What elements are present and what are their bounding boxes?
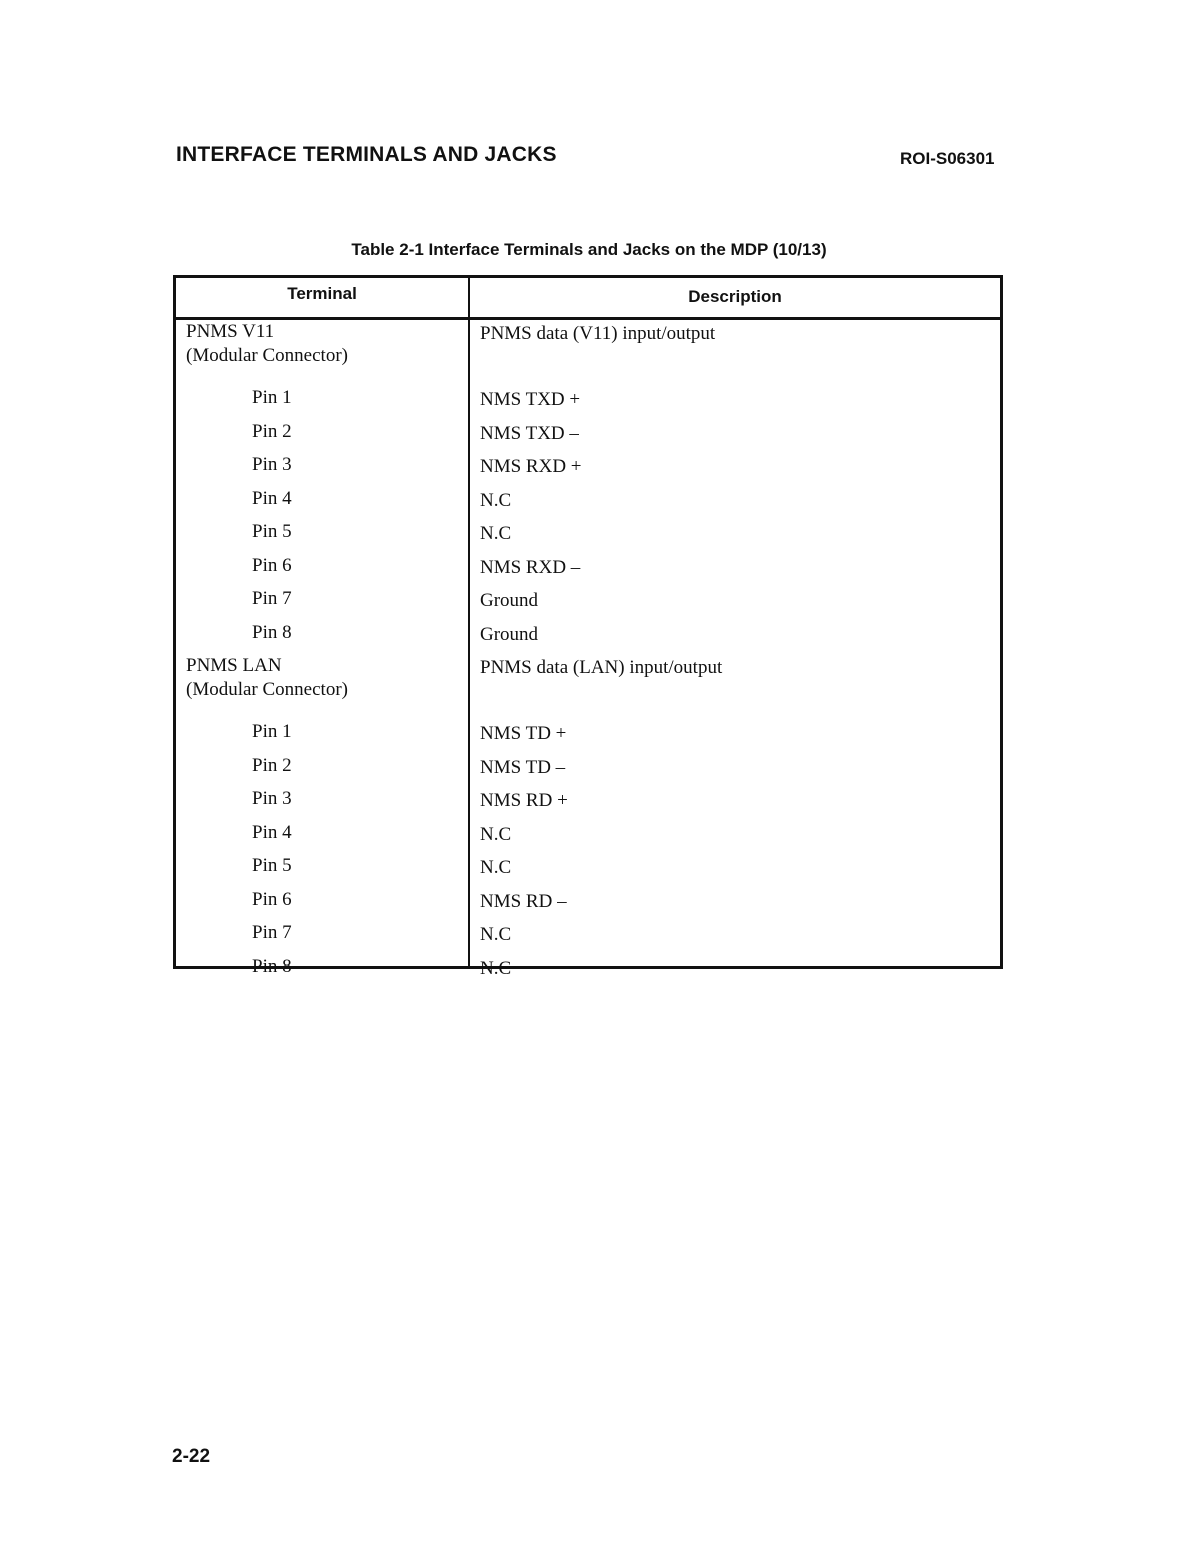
pin-cell: Pin 8 [252,621,292,643]
terminal-name: PNMS V11 [186,321,275,342]
table-row [176,587,1000,621]
section-title: INTERFACE TERMINALS AND JACKS [176,143,557,166]
pin-cell: Pin 1 [252,387,292,408]
table-caption: Table 2-1 Interface Terminals and Jacks on the MDP (10/13) [351,240,827,259]
signal-cell: N.C [480,489,512,511]
table-row [176,621,1000,655]
signal-cell: N.C [480,857,512,878]
table-row [176,955,1000,989]
table-row [176,821,1000,855]
table-row-group [176,654,1000,720]
table-row [176,420,1000,454]
table-header-row [176,278,1000,320]
table-row [176,787,1000,821]
table-row [176,487,1000,521]
terminal-type: (Modular Connector) [186,345,348,366]
terminal-type: (Modular Connector) [186,679,348,700]
pin-cell: Pin 6 [252,554,292,576]
document-id: ROI-S06301 [900,149,995,168]
terminal-cell [186,654,348,702]
page-number: 2-22 [172,1446,211,1467]
table-row [176,386,1000,420]
table-body [176,320,1000,988]
pin-cell: Pin 3 [252,788,292,809]
signal-cell: N.C [480,957,512,979]
terminal-name: PNMS LAN [186,655,282,676]
pin-cell: Pin 2 [252,754,292,776]
signal-cell: Ground [480,623,539,645]
pin-cell: Pin 5 [252,521,292,542]
signal-cell: N.C [480,924,512,945]
signal-cell: N.C [480,823,512,845]
description-cell: PNMS data (V11) input/output [480,323,716,344]
signal-cell: NMS TXD + [480,389,581,410]
pin-cell: Pin 4 [252,821,292,843]
pin-cell: Pin 5 [252,855,292,876]
pin-cell: Pin 7 [252,922,292,943]
signal-cell: N.C [480,523,512,544]
table-row [176,554,1000,588]
table-row [176,921,1000,955]
signal-cell: NMS RD – [480,890,567,912]
column-header-terminal: Terminal [287,284,357,303]
terminal-cell [186,320,348,368]
signal-cell: NMS RD + [480,790,568,811]
table-row [176,854,1000,888]
pin-cell: Pin 4 [252,487,292,509]
signal-cell: NMS TXD – [480,422,579,444]
interface-table [173,275,1003,979]
description-cell: PNMS data (LAN) input/output [480,657,723,678]
table-row [176,754,1000,788]
signal-cell: NMS TD – [480,756,566,778]
pin-cell: Pin 3 [252,454,292,475]
signal-cell: Ground [480,590,539,611]
signal-cell: NMS RXD + [480,456,582,477]
pin-cell: Pin 8 [252,955,292,977]
table-row [176,720,1000,754]
pin-cell: Pin 7 [252,588,292,609]
column-header-description: Description [688,287,782,306]
pin-cell: Pin 2 [252,420,292,442]
table-row [176,453,1000,487]
table-row-group [176,320,1000,386]
pin-cell: Pin 6 [252,888,292,910]
signal-cell: NMS RXD – [480,556,581,578]
signal-cell: NMS TD + [480,723,567,744]
pin-cell: Pin 1 [252,721,292,742]
table-row [176,888,1000,922]
table-row [176,520,1000,554]
